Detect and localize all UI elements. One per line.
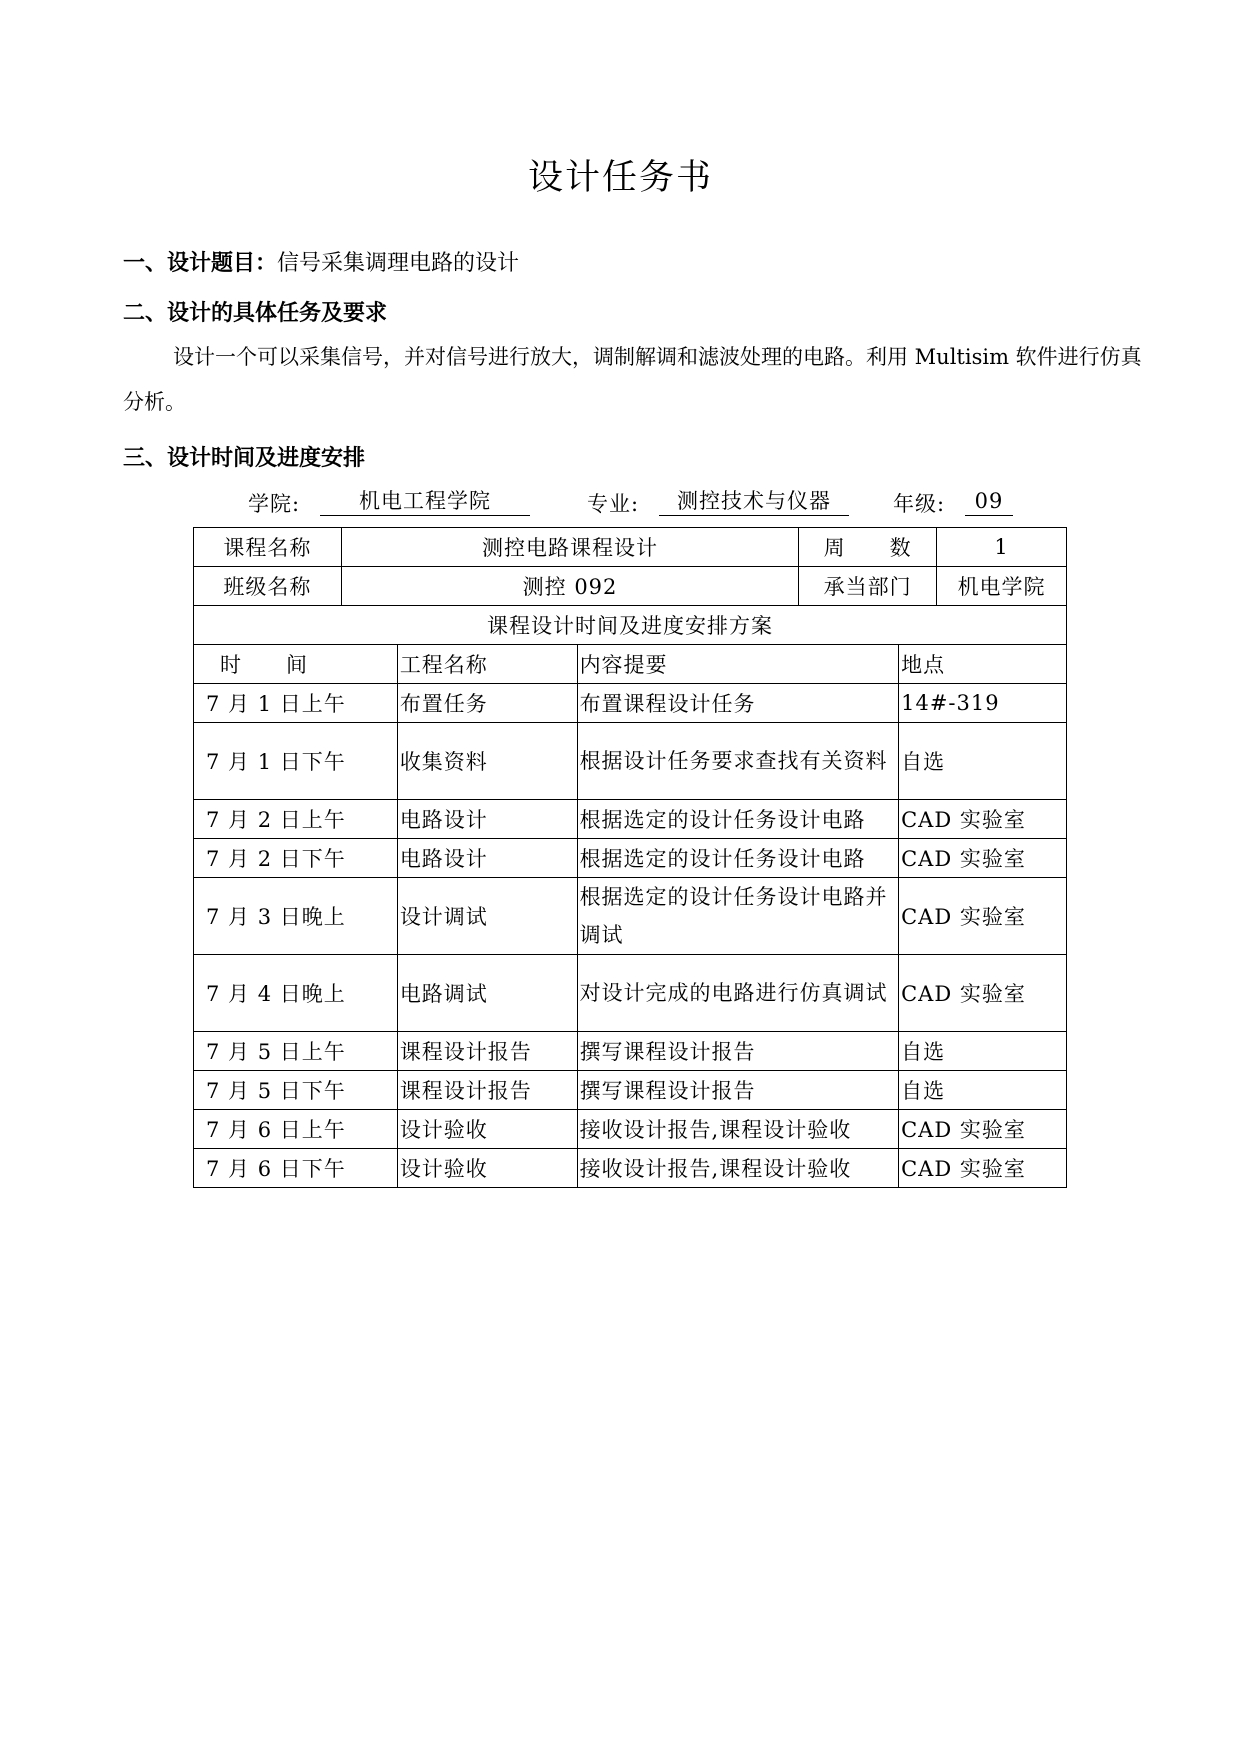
course-info-table — [193, 527, 1067, 606]
row-content: 对设计完成的电路进行仿真调试 — [577, 955, 899, 1032]
row-place: 自选 — [899, 1032, 1067, 1071]
major-label: 专业: — [587, 492, 640, 516]
dept-value: 机电学院 — [937, 567, 1067, 606]
row-project: 设计验收 — [397, 1149, 577, 1188]
row-project: 收集资料 — [397, 723, 577, 800]
row-place: 自选 — [899, 1071, 1067, 1110]
row-content: 接收设计报告,课程设计验收 — [577, 1110, 899, 1149]
section-schedule — [123, 441, 365, 472]
schedule-caption: 课程设计时间及进度安排方案 — [194, 606, 1067, 645]
row-content: 根据选定的设计任务设计电路 — [577, 839, 899, 878]
schedule-caption-row — [194, 606, 1067, 645]
row-project: 电路调试 — [397, 955, 577, 1032]
row-project: 布置任务 — [397, 684, 577, 723]
table-row — [194, 684, 1067, 723]
section-topic-text: 信号采集调理电路的设计 — [277, 251, 520, 276]
row-time: 7 月 3 日晚上 — [194, 878, 398, 955]
table-row — [194, 800, 1067, 839]
grade-label: 年级: — [893, 492, 946, 516]
class-name-label: 班级名称 — [194, 567, 342, 606]
requirements-paragraph: 设计一个可以采集信号，并对信号进行放大，调制解调和滤波处理的电路。利用 Multisim 软件进行仿真分析。 — [123, 345, 1142, 414]
table-row — [194, 1149, 1067, 1188]
weeks-value: 1 — [937, 528, 1067, 567]
row-time: 7 月 5 日下午 — [194, 1071, 398, 1110]
row-content: 撰写课程设计报告 — [577, 1071, 899, 1110]
table-row — [194, 878, 1067, 955]
row-content: 布置课程设计任务 — [577, 684, 899, 723]
row-place: CAD 实验室 — [899, 1110, 1067, 1149]
row-project: 课程设计报告 — [397, 1032, 577, 1071]
row-content: 根据设计任务要求查找有关资料 — [577, 723, 899, 800]
row-project: 设计调试 — [397, 878, 577, 955]
course-name-label: 课程名称 — [194, 528, 342, 567]
section-requirements — [123, 296, 387, 327]
row-place: CAD 实验室 — [899, 955, 1067, 1032]
schedule-table — [193, 605, 1067, 1188]
section-topic — [123, 246, 519, 277]
college-value: 机电工程学院 — [320, 488, 530, 516]
row-time: 7 月 1 日下午 — [194, 723, 398, 800]
class-name-value: 测控 092 — [341, 567, 798, 606]
row-place: CAD 实验室 — [899, 839, 1067, 878]
row-time: 7 月 1 日上午 — [194, 684, 398, 723]
header-time: 时 间 — [194, 645, 398, 684]
row-project: 设计验收 — [397, 1110, 577, 1149]
row-content: 撰写课程设计报告 — [577, 1032, 899, 1071]
row-place: CAD 实验室 — [899, 800, 1067, 839]
header-project: 工程名称 — [397, 645, 577, 684]
row-content: 根据选定的设计任务设计电路并调试 — [577, 878, 899, 955]
row-place: 自选 — [899, 723, 1067, 800]
row-place: 14#-319 — [899, 684, 1067, 723]
major-value: 测控技术与仪器 — [659, 488, 849, 516]
row-content: 接收设计报告,课程设计验收 — [577, 1149, 899, 1188]
dept-label: 承当部门 — [799, 567, 937, 606]
row-content: 根据选定的设计任务设计电路 — [577, 800, 899, 839]
row-time: 7 月 2 日下午 — [194, 839, 398, 878]
course-info-row — [194, 528, 1067, 567]
row-time: 7 月 4 日晚上 — [194, 955, 398, 1032]
table-row — [194, 1071, 1067, 1110]
row-time: 7 月 6 日上午 — [194, 1110, 398, 1149]
page-title: 设计任务书 — [527, 158, 713, 198]
table-row — [194, 723, 1067, 800]
section-topic-label: 一、设计题目： — [123, 251, 278, 276]
row-project: 电路设计 — [397, 839, 577, 878]
section-requirements-label: 二、设计的具体任务及要求 — [123, 301, 388, 326]
row-time: 7 月 6 日下午 — [194, 1149, 398, 1188]
table-row — [194, 1032, 1067, 1071]
table-row — [194, 955, 1067, 1032]
row-place: CAD 实验室 — [899, 1149, 1067, 1188]
course-name-value: 测控电路课程设计 — [341, 528, 798, 567]
row-time: 7 月 5 日上午 — [194, 1032, 398, 1071]
schedule-header-row — [194, 645, 1067, 684]
row-project: 电路设计 — [397, 800, 577, 839]
course-info-row — [194, 567, 1067, 606]
row-time: 7 月 2 日上午 — [194, 800, 398, 839]
table-row — [194, 1110, 1067, 1149]
header-content: 内容提要 — [577, 645, 899, 684]
college-label: 学院: — [248, 492, 301, 516]
row-place: CAD 实验室 — [899, 878, 1067, 955]
row-project: 课程设计报告 — [397, 1071, 577, 1110]
table-row — [194, 839, 1067, 878]
header-place: 地点 — [899, 645, 1067, 684]
section-schedule-label: 三、设计时间及进度安排 — [123, 446, 366, 471]
weeks-label: 周 数 — [799, 528, 937, 567]
grade-value: 09 — [965, 488, 1013, 516]
